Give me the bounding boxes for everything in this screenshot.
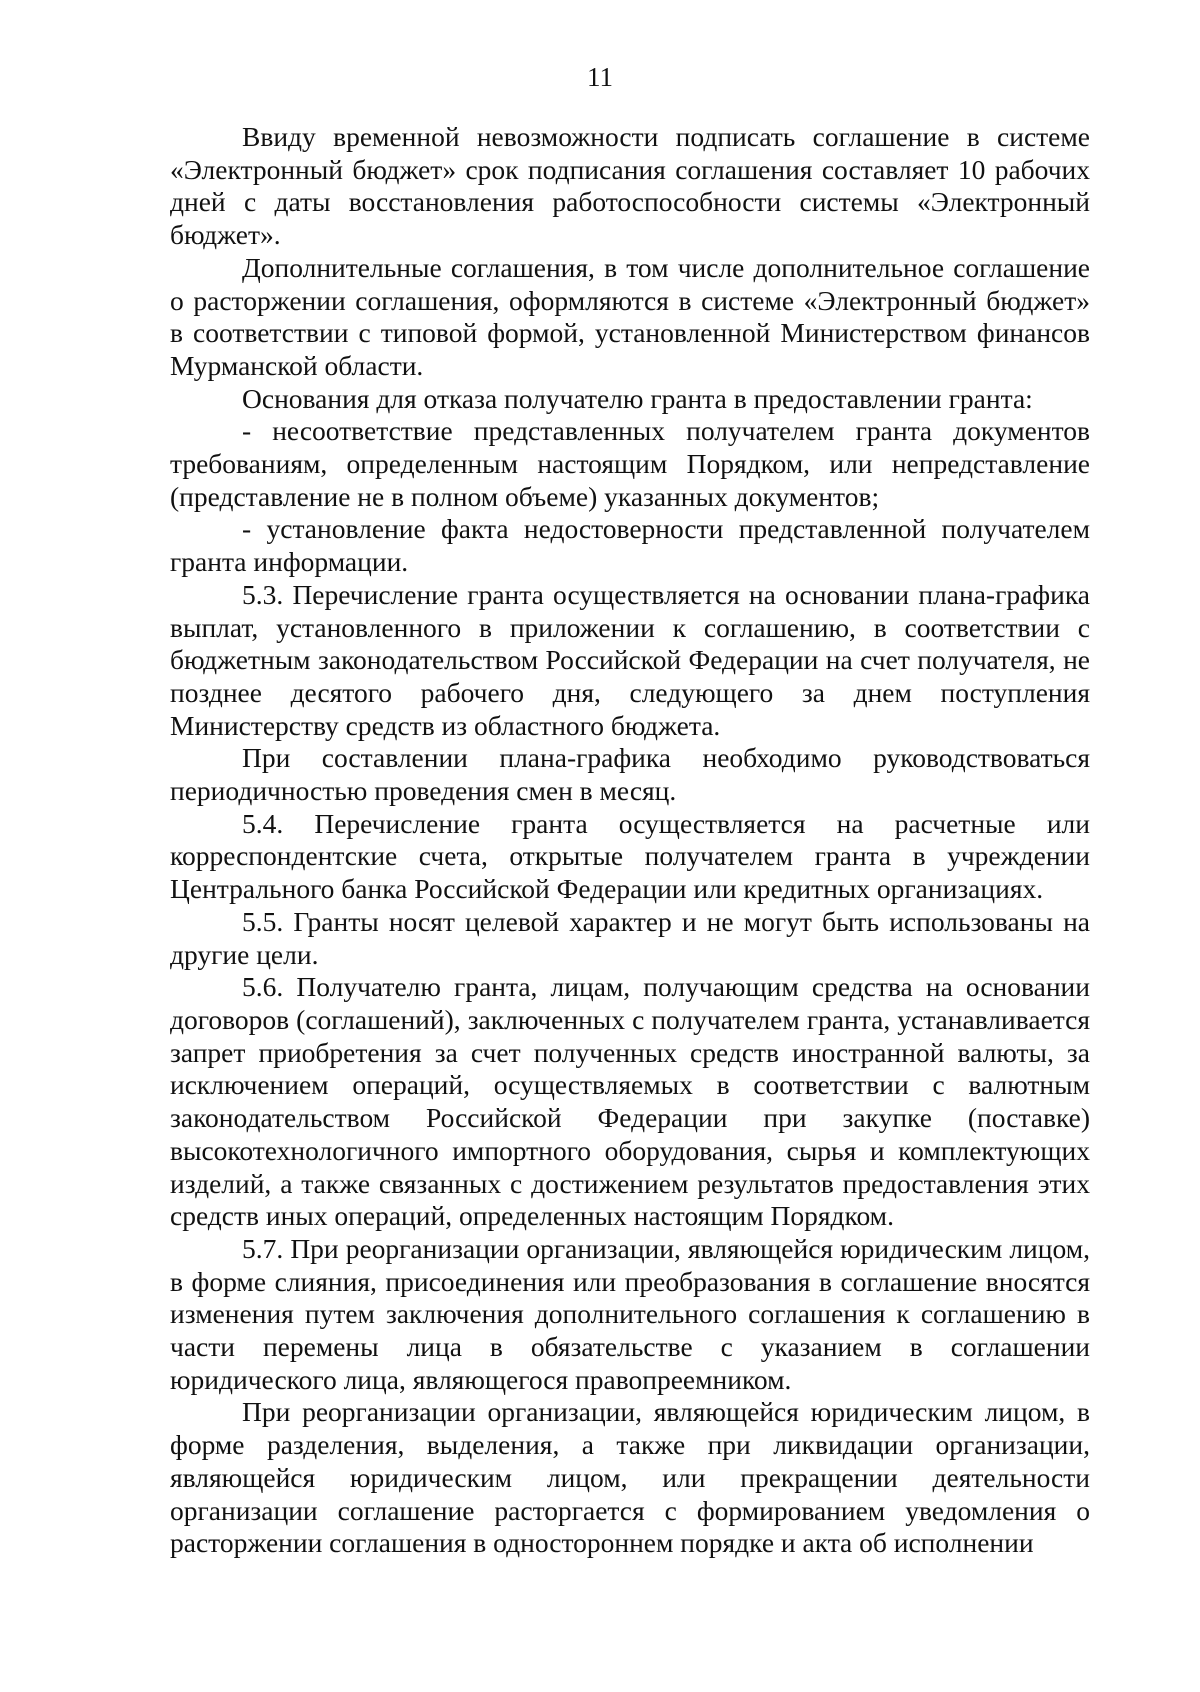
paragraph-schedule-note: При составлении плана-графика необходимо руководствоваться периодичностью проведения смен в месяц. bbox=[170, 742, 1090, 807]
list-item-false-information: - установление факта недостоверности представленной получателем гранта информации. bbox=[170, 513, 1090, 578]
paragraph-section-5-3: 5.3. Перечисление гранта осуществляется на основании плана-графика выплат, установленного в приложении к соглашению, в соответствии с бюджетным законодательством Российской Федерации на счет получателя, не позднее десятого рабочего дня, следующего за днем поступления Министерству средств из областного бюджета. bbox=[170, 578, 1090, 741]
paragraph-section-5-7: 5.7. При реорганизации организации, являющейся юридическим лицом, в форме слияния, присоединения или преобразования в соглашение вносятся изменения путем заключения дополнительного соглашения к соглашению в части перемены лица в обязательстве с указанием в соглашении юридического лица, являющегося правопреемником. bbox=[170, 1232, 1090, 1395]
document-body bbox=[170, 121, 1090, 1560]
paragraph-section-5-4: 5.4. Перечисление гранта осуществляется на расчетные или корреспондентские счета, открытые получателем гранта в учреждении Центрального банка Российской Федерации или кредитных организациях. bbox=[170, 807, 1090, 905]
paragraph-section-5-5: 5.5. Гранты носят целевой характер и не могут быть использованы на другие цели. bbox=[170, 905, 1090, 970]
paragraph-signing-deadline: Ввиду временной невозможности подписать соглашение в системе «Электронный бюджет» срок подписания соглашения составляет 10 рабочих дней с даты восстановления работоспособности системы «Электронный бюджет». bbox=[170, 121, 1090, 251]
paragraph-reorganization-termination: При реорганизации организации, являющейся юридическим лицом, в форме разделения, выделения, а также при ликвидации организации, являющейся юридическим лицом, или прекращении деятельности организации соглашение расторгается с формированием уведомления о расторжении соглашения в одностороннем порядке и акта об исполнении bbox=[170, 1396, 1090, 1559]
paragraph-refusal-grounds: Основания для отказа получателю гранта в предоставлении гранта: bbox=[242, 382, 1033, 414]
list-item-noncompliance: - несоответствие представленных получателем гранта документов требованиям, определенным настоящим Порядком, или непредставление (представление не в полном объеме) указанных документов; bbox=[170, 415, 1090, 512]
page-number: 11 bbox=[587, 62, 613, 92]
paragraph-additional-agreements: Дополнительные соглашения, в том числе дополнительное соглашение о расторжении соглашения, оформляются в системе «Электронный бюджет» в соответствии с типовой формой, установленной Министерством финансов Мурманской области. bbox=[170, 251, 1090, 381]
paragraph-section-5-6: 5.6. Получателю гранта, лицам, получающим средства на основании договоров (соглашений), заключенных с получателем гранта, устанавливается запрет приобретения за счет полученных средств иностранной валюты, за исключением операций, осуществляемых в соответствии с валютным законодательством Российской Федерации при закупке (поставке) высокотехнологичного импортного оборудования, сырья и комплектующих изделий, а также связанных с достижением результатов предоставления этих средств иных операций, определенных настоящим Порядком. bbox=[170, 971, 1090, 1232]
